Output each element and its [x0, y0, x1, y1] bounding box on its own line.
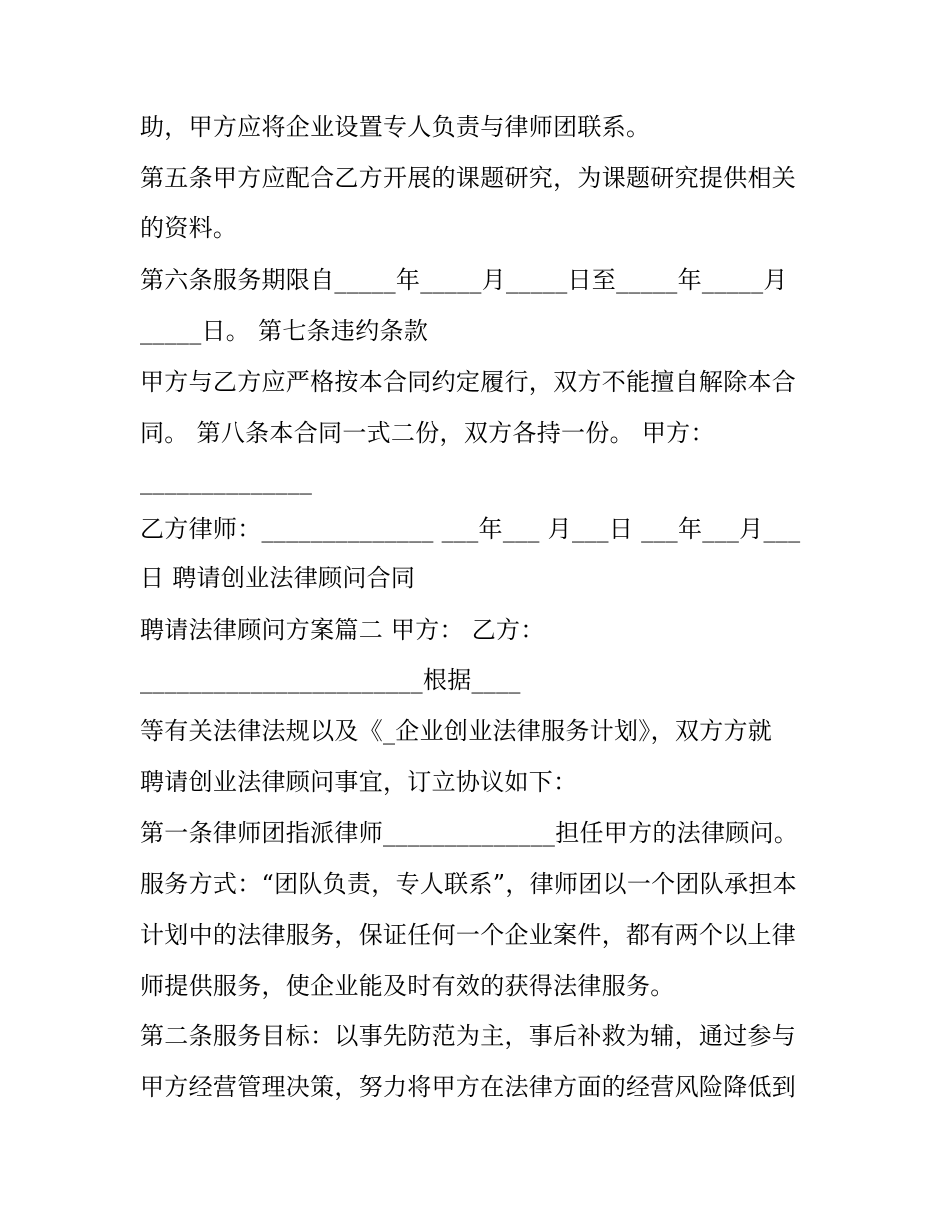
text-line: 师提供服务，使企业能及时有效的获得法律服务。	[140, 972, 675, 1000]
text-line: 甲方与乙方应严格按本合同约定履行，双方不能擅自解除本合	[140, 368, 797, 396]
text-line: 服务方式：“团队负责，专人联系”，律师团以一个团队承担本	[140, 870, 797, 898]
text-line: 第一条律师团指派律师______________担任甲方的法律顾问。	[140, 819, 799, 847]
text-line: 日 聘请创业法律顾问合同	[140, 564, 416, 592]
text-line: 甲方经营管理决策，努力将甲方在法律方面的经营风险降低到	[140, 1073, 797, 1101]
text-line: 第六条服务期限自_____年_____月_____日至_____年_____月	[140, 266, 788, 294]
text-line: 同。 第八条本合同一式二份，双方各持一份。 甲方：	[140, 419, 715, 447]
text-line: 助，甲方应将企业设置专人负责与律师团联系。	[140, 113, 651, 141]
text-line: 第二条服务目标：以事先防范为主，事后补救为辅，通过参与	[140, 1022, 797, 1050]
text-line: _______________________根据____	[140, 666, 521, 694]
text-line: 计划中的法律服务，保证任何一个企业案件，都有两个以上律	[140, 921, 797, 949]
text-line: 聘请法律顾问方案篇二 甲方： 乙方：	[140, 616, 545, 644]
text-line: 乙方律师：______________ ___年___ 月___日 ___年___月___	[140, 515, 801, 543]
text-line: _____日。 第七条违约条款	[140, 317, 429, 345]
text-line: 的资料。	[140, 214, 238, 242]
text-line: 第五条甲方应配合乙方开展的课题研究，为课题研究提供相关	[140, 164, 797, 192]
signature-blank: ______________	[140, 467, 313, 495]
text-line: 聘请创业法律顾问事宜，订立协议如下：	[140, 768, 578, 796]
text-line: 等有关法律法规以及《_企业创业法律服务计划》，双方方就	[140, 717, 773, 745]
